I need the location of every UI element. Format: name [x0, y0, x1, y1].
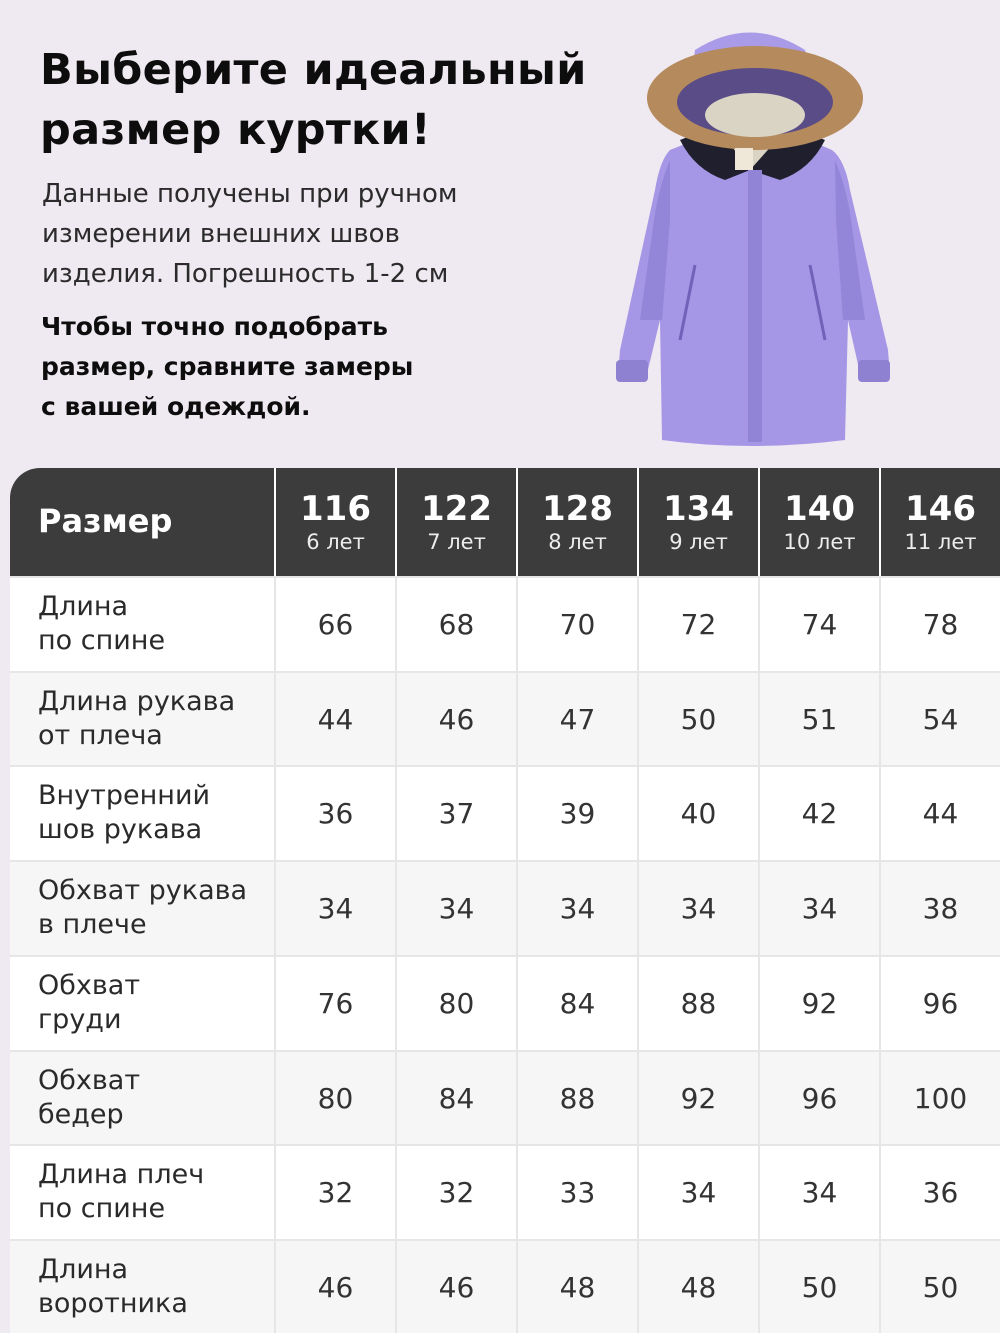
row-label-line: в плече	[38, 909, 147, 941]
row-label-line: Обхват	[38, 969, 141, 1001]
size-number: 116	[300, 489, 371, 529]
row-label-line: шов рукава	[38, 814, 203, 846]
table-cell: 54	[879, 673, 1000, 766]
table-row	[10, 576, 1000, 671]
table-row	[10, 1050, 1000, 1145]
note-line-1: Чтобы точно подобрать	[41, 312, 388, 341]
table-cell: 70	[516, 578, 637, 671]
description-line-2: измерении внешних швов	[42, 219, 400, 249]
table-cell: 34	[758, 862, 879, 955]
size-number: 146	[905, 489, 976, 529]
row-label-line: Длина плеч	[38, 1159, 205, 1191]
size-table	[10, 468, 1000, 1333]
table-cell: 50	[758, 1241, 879, 1333]
description-line-3: изделия. Погрешность 1-2 см	[42, 259, 449, 289]
table-cell: 100	[879, 1052, 1000, 1145]
table-cell: 36	[879, 1146, 1000, 1239]
table-cell: 76	[274, 957, 395, 1050]
table-cell: 96	[758, 1052, 879, 1145]
table-cell: 34	[758, 1146, 879, 1239]
table-row	[10, 671, 1000, 766]
size-age: 7 лет	[427, 530, 486, 554]
note-line-3: с вашей одеждой.	[41, 392, 311, 421]
row-label-line: Внутренний	[38, 780, 211, 812]
table-cell: 92	[758, 957, 879, 1050]
table-cell: 34	[516, 862, 637, 955]
table-cell: 36	[274, 767, 395, 860]
row-label-line: Длина	[38, 591, 129, 622]
row-label	[38, 779, 278, 847]
table-cell: 40	[637, 767, 758, 860]
hero-section	[0, 0, 1000, 470]
table-cell: 34	[637, 862, 758, 955]
table-cell: 48	[637, 1241, 758, 1333]
row-label	[38, 590, 278, 658]
row-label-line: Длина	[38, 1253, 129, 1285]
title-line-2: размер куртки!	[40, 105, 431, 155]
size-number: 122	[421, 489, 492, 529]
table-cell: 88	[516, 1052, 637, 1145]
table-header	[10, 468, 1000, 576]
table-cell: 66	[274, 578, 395, 671]
size-number: 128	[542, 489, 613, 529]
header-size-label: Размер	[38, 502, 173, 540]
table-cell: 51	[758, 673, 879, 766]
table-cell: 33	[516, 1146, 637, 1239]
table-cell: 47	[516, 673, 637, 766]
table-cell: 46	[395, 1241, 516, 1333]
table-cell: 84	[395, 1052, 516, 1145]
header-size-146	[879, 468, 1000, 576]
row-label-line: от плеча	[38, 719, 163, 751]
table-cell: 39	[516, 767, 637, 860]
size-age: 10 лет	[783, 530, 856, 554]
table-cell: 96	[879, 957, 1000, 1050]
table-cell: 68	[395, 578, 516, 671]
jacket-image	[600, 20, 905, 450]
table-cell: 46	[395, 673, 516, 766]
header-size-122	[395, 468, 516, 576]
table-cell: 80	[274, 1052, 395, 1145]
table-cell: 44	[274, 673, 395, 766]
table-cell: 38	[879, 862, 1000, 955]
note-line-2: размер, сравните замеры	[41, 352, 414, 381]
row-label-line: бедер	[38, 1098, 124, 1130]
table-cell: 80	[395, 957, 516, 1050]
table-cell: 34	[395, 862, 516, 955]
header-size-140	[758, 468, 879, 576]
table-row	[10, 1239, 1000, 1333]
table-row	[10, 955, 1000, 1050]
size-age: 8 лет	[548, 530, 607, 554]
measurement-description	[42, 174, 512, 294]
table-cell: 44	[879, 767, 1000, 860]
size-age: 9 лет	[669, 530, 728, 554]
header-size-116	[274, 468, 395, 576]
header-size-128	[516, 468, 637, 576]
row-label	[38, 1253, 278, 1321]
table-cell: 88	[637, 957, 758, 1050]
table-row	[10, 860, 1000, 955]
table-cell: 74	[758, 578, 879, 671]
size-number: 140	[784, 489, 855, 529]
size-age: 11 лет	[904, 530, 977, 554]
row-label	[38, 1158, 278, 1226]
header-size-134	[637, 468, 758, 576]
row-label	[38, 1064, 278, 1132]
table-cell: 48	[516, 1241, 637, 1333]
table-cell: 37	[395, 767, 516, 860]
table-cell: 34	[637, 1146, 758, 1239]
table-cell: 78	[879, 578, 1000, 671]
row-label	[38, 969, 278, 1037]
row-label-line: Обхват рукава	[38, 875, 248, 907]
table-cell: 34	[274, 862, 395, 955]
title-line-1: Выберите идеальный	[40, 45, 587, 95]
row-label-line: Обхват	[38, 1064, 141, 1096]
table-cell: 84	[516, 957, 637, 1050]
table-row	[10, 1144, 1000, 1239]
row-label-line: воротника	[38, 1287, 188, 1319]
table-row	[10, 765, 1000, 860]
row-label	[38, 874, 278, 942]
table-cell: 50	[637, 673, 758, 766]
size-number: 134	[663, 489, 734, 529]
page-title	[40, 40, 600, 160]
row-label	[38, 685, 278, 753]
table-cell: 72	[637, 578, 758, 671]
table-cell: 42	[758, 767, 879, 860]
table-cell: 50	[879, 1241, 1000, 1333]
table-cell: 32	[395, 1146, 516, 1239]
table-cell: 32	[274, 1146, 395, 1239]
row-label-line: по спине	[38, 625, 166, 656]
fit-note	[41, 307, 481, 427]
row-label-line: Длина рукава	[38, 685, 236, 717]
description-line-1: Данные получены при ручном	[42, 179, 458, 209]
table-cell: 92	[637, 1052, 758, 1145]
row-label-line: груди	[38, 1003, 122, 1035]
row-label-line: по спине	[38, 1193, 166, 1225]
size-age: 6 лет	[306, 530, 365, 554]
table-cell: 46	[274, 1241, 395, 1333]
